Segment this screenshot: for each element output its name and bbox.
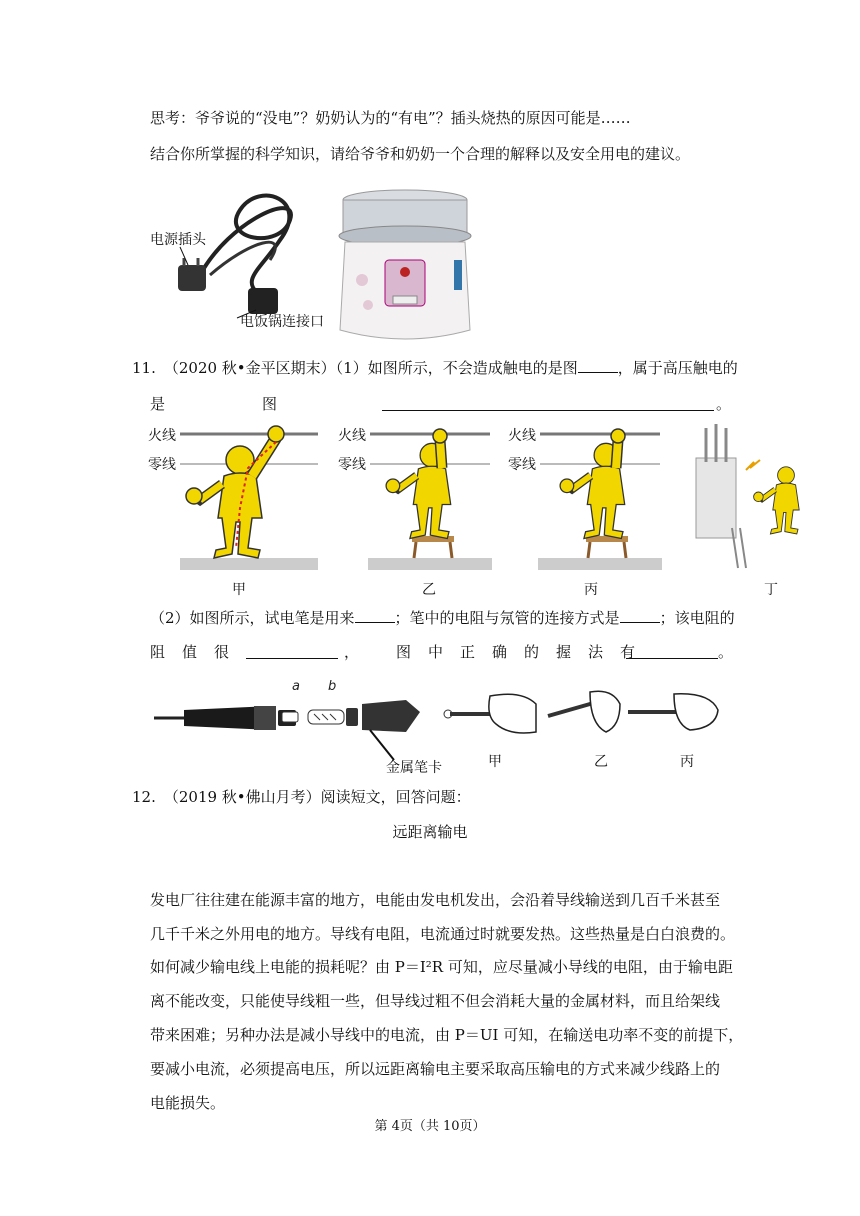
q11-word-zu: 阻: [150, 643, 166, 661]
q12-source: （2019 秋•佛山月考）: [163, 788, 321, 806]
panel-jia: [148, 426, 318, 598]
q12-title: 远距离输电: [392, 823, 468, 841]
hand-label-bing: 丙: [680, 754, 694, 770]
fig-label-ding: 丁: [764, 582, 778, 598]
hand-label-yi: 乙: [594, 754, 608, 770]
q11-comma: ，: [344, 643, 360, 661]
fig-label-jia: 甲: [232, 582, 246, 598]
q12-para-line-3: 如何减少输电线上电能的损耗呢？由 P＝I²R 可知，应尽量减小导线的电阻，由于输电距: [150, 958, 733, 976]
q11-blank-2[interactable]: [382, 396, 714, 411]
socket-label: 电饭锅连接口: [240, 314, 324, 330]
q11-blank-6[interactable]: [626, 644, 718, 659]
q12-para-line-5: 带来困难；另种办法是减小导线中的电流，由 P＝UI 可知，在输送电功率不变的前提下，: [150, 1026, 744, 1044]
hand-grip-jia: [444, 694, 536, 770]
q11-word-que: 确: [492, 643, 508, 661]
q12-para-line-1: 发电厂往往建在能源丰富的地方，电能由发电机发出，会沿着导线输送到几百千米甚至: [150, 891, 721, 909]
q12-para-line-7: 电能损失。: [150, 1094, 226, 1112]
q11-blank-1[interactable]: [578, 358, 618, 373]
q11-number: 11.: [132, 359, 156, 377]
q11-word-de: 的: [524, 643, 540, 661]
label-b: b: [328, 679, 337, 694]
panel-bing: [508, 427, 662, 598]
neutral-wire-label-1: 零线: [148, 457, 176, 473]
q11-word-zhi: 值: [182, 643, 198, 661]
page-footer: 第 4页（共 10页）: [374, 1119, 486, 1134]
q11-period: 。: [716, 395, 732, 413]
power-cord-illustration: [178, 196, 291, 318]
fig-label-bing: 丙: [584, 582, 598, 598]
test-pen-figure: [150, 676, 730, 780]
clip-label: 金属笔卡: [386, 760, 442, 776]
q11-source: （2020 秋•金平区期末）: [163, 359, 336, 377]
q12-para-line-6: 要减小电流，必须提高电压，所以远距离输电主要采取高压输电的方式来减少线路上的: [150, 1060, 721, 1078]
q11-period-2: 。: [718, 643, 734, 661]
live-wire-label-2: 火线: [338, 428, 366, 444]
q12-header: [132, 787, 471, 807]
live-wire-label-3: 火线: [508, 428, 536, 444]
intro-line-1: 思考：爷爷说的“没电”？奶奶认为的“有电”？插头烧热的原因可能是……: [150, 109, 631, 127]
q11-line-1: [132, 358, 738, 378]
fig-label-yi: 乙: [422, 582, 436, 598]
q11-word-tu2: 图: [396, 643, 412, 661]
hand-grip-yi: [548, 691, 620, 770]
q11-word-zhong: 中: [428, 643, 444, 661]
q11-word-tu: 图: [262, 395, 278, 413]
intro-line-2: 结合你所掌握的科学知识，请给爷爷和奶奶一个合理的解释以及安全用电的建议。: [150, 145, 691, 163]
panel-yi: [338, 427, 492, 598]
hand-label-jia: 甲: [488, 754, 502, 770]
q11-part1-text-b: ，属于高压触电的: [617, 359, 738, 377]
neutral-wire-label-2: 零线: [338, 457, 366, 473]
q11-word-wo: 握: [556, 643, 572, 661]
q11-part2-text-b: ；笔中的电阻与氖管的连接方式是: [394, 609, 620, 627]
q11-part2-line-1: [150, 608, 735, 628]
q11-part1-text-a: （1）如图所示，不会造成触电的是图: [335, 359, 578, 377]
q11-word-you: 有: [620, 643, 636, 661]
test-pen-parts: [154, 700, 420, 760]
q11-blank-4[interactable]: [620, 608, 660, 623]
q11-blank-3[interactable]: [355, 608, 395, 623]
panel-ding: [696, 424, 799, 598]
q11-word-fa: 法: [588, 643, 604, 661]
q11-part2-text-a: （2）如图所示，试电笔是用来: [150, 609, 355, 627]
label-a: a: [292, 679, 300, 694]
electric-shock-figure: [140, 418, 820, 606]
q11-word-hen: 很: [214, 643, 230, 661]
hand-grip-bing: [628, 694, 718, 770]
q12-number: 12.: [132, 788, 156, 806]
q12-para-line-2: 几千千米之外用电的地方。导线有电阻，电流通过时就要发热。这些热量是白白浪费的。: [150, 925, 736, 943]
q12-para-line-4: 离不能改变，只能使导线粗一些，但导线过粗不但会消耗大量的金属材料，而且给架线: [150, 992, 721, 1010]
q11-part2-text-c: ；该电阻的: [659, 609, 735, 627]
q11-blank-5[interactable]: [246, 644, 338, 659]
neutral-wire-label-3: 零线: [508, 457, 536, 473]
live-wire-label-1: 火线: [148, 428, 176, 444]
rice-cooker-illustration: [339, 190, 471, 339]
q12-prompt: 阅读短文，回答问题：: [320, 788, 471, 806]
q11-word-shi: 是: [150, 395, 166, 413]
plug-label: 电源插头: [150, 232, 206, 248]
q11-word-zheng: 正: [460, 643, 476, 661]
rice-cooker-figure: [140, 180, 480, 350]
